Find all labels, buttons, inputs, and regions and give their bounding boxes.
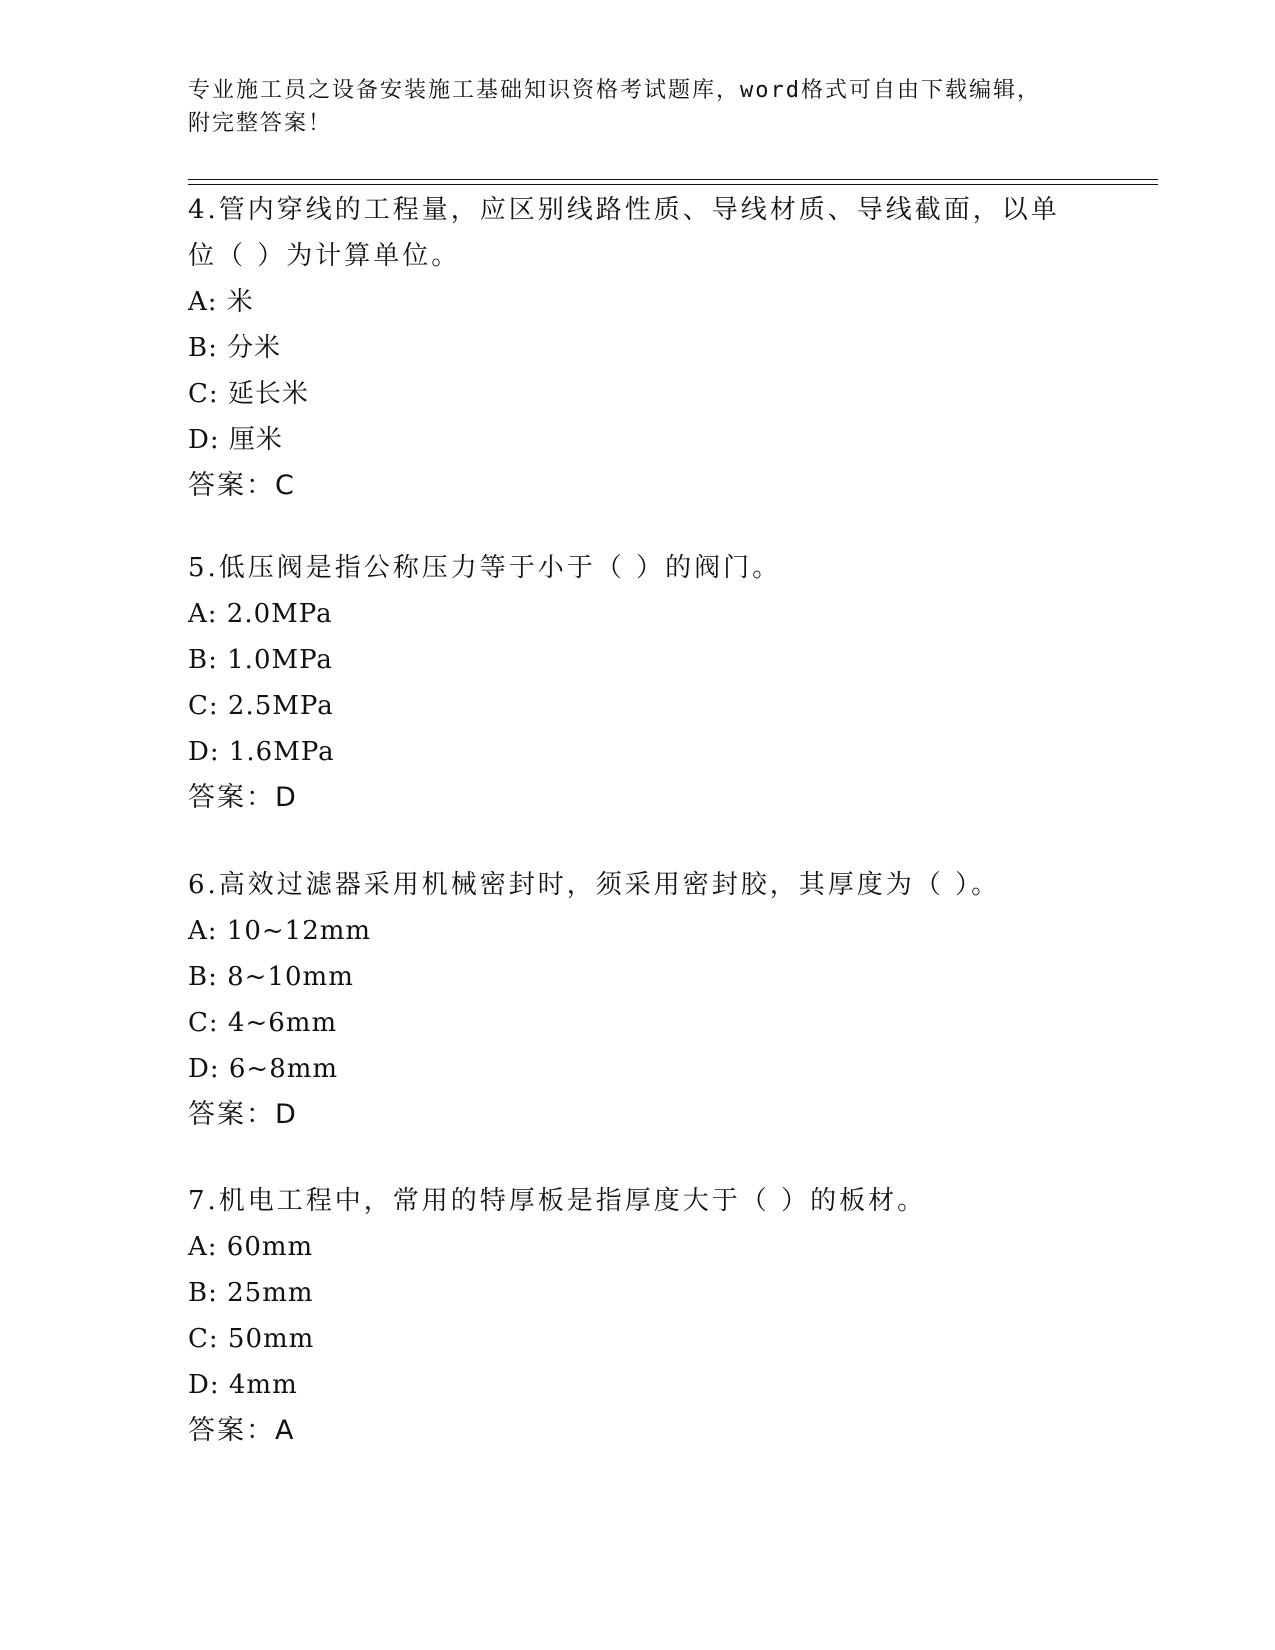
header-line-1: 专业施工员之设备安装施工基础知识资格考试题库，word格式可自由下载编辑， <box>188 78 1041 103</box>
option-c: C: 50mm <box>188 1324 315 1354</box>
document-header <box>188 74 1088 140</box>
question-5 <box>188 545 1088 821</box>
option-d: D: 4mm <box>188 1370 298 1400</box>
question-stem-line-1: 4.管内穿线的工程量，应区别线路性质、导线材质、导线截面，以单 <box>188 195 1060 225</box>
header-divider-bottom <box>188 184 1158 185</box>
answer-line: 答案：C <box>188 470 296 501</box>
answer-line: 答案：D <box>188 1099 298 1130</box>
option-b: B: 25mm <box>188 1278 314 1308</box>
option-b: B: 8~10mm <box>188 962 354 992</box>
option-a: A: 10~12mm <box>188 916 372 946</box>
option-c: C: 2.5MPa <box>188 691 334 721</box>
option-a: A: 60mm <box>188 1232 314 1262</box>
answer-line: 答案：A <box>188 1415 296 1446</box>
option-b: B: 1.0MPa <box>188 645 333 675</box>
question-7 <box>188 1178 1088 1454</box>
question-stem-line-1: 6.高效过滤器采用机械密封时，须采用密封胶，其厚度为（ ）。 <box>188 870 1001 900</box>
question-4 <box>188 187 1088 509</box>
question-stem-line-2: 位（ ）为计算单位。 <box>188 241 461 271</box>
question-stem-line-1: 7.机电工程中，常用的特厚板是指厚度大于（ ）的板材。 <box>188 1186 927 1216</box>
option-c: C: 延长米 <box>188 379 309 409</box>
option-b: B: 分米 <box>188 333 282 363</box>
option-d: D: 1.6MPa <box>188 737 335 767</box>
option-a: A: 米 <box>188 287 254 317</box>
option-d: D: 6~8mm <box>188 1054 339 1084</box>
header-divider-top <box>188 179 1158 180</box>
header-line-2: 附完整答案！ <box>188 111 333 136</box>
option-a: A: 2.0MPa <box>188 599 333 629</box>
question-stem-line-1: 5.低压阀是指公称压力等于小于（ ）的阀门。 <box>188 553 782 583</box>
question-6 <box>188 862 1088 1138</box>
option-d: D: 厘米 <box>188 425 283 455</box>
option-c: C: 4~6mm <box>188 1008 338 1038</box>
answer-line: 答案：D <box>188 782 298 813</box>
